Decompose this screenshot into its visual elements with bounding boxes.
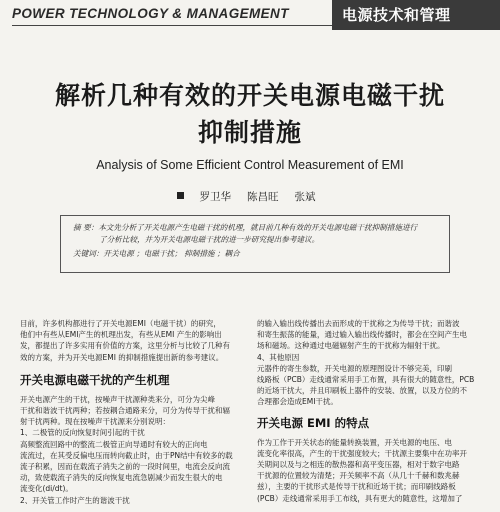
left-column [20, 318, 245, 506]
english-title: Analysis of Some Efficient Control Measurement of EMI [96, 158, 404, 172]
paragraph-line: 效的方案，并为开关电源EMI 的抑制措施提出新的参考建议。 [20, 352, 224, 362]
abstract-line: 摘 要：本文先分析了开关电源产生电磁干扰的机理，就目前几种有效的开关电源电磁干扰抑制措施进行 [73, 223, 418, 232]
paragraph-line: 4、其他原因 [257, 352, 300, 362]
paragraph-line: 流变化(di/dt)。 [20, 484, 73, 494]
section-heading: 开关电源电磁干扰的产生机理 [20, 372, 170, 387]
paragraph-line: 和寄生振荡的能量，通过输入输出线传播时，都会在空间产生电 [257, 330, 467, 340]
paragraph-line: 2、开关管工作时产生的谐波干扰 [20, 495, 130, 505]
paragraph-line: 场和磁场。这种通过电磁辐射产生的干扰称为辐射干扰。 [257, 341, 445, 351]
paragraph-line: 的近场干扰大，并且印刷板上器件的安装、放置，以及方位的不 [257, 386, 467, 396]
paragraph-line: 元器件的寄生参数，开关电源的原理图设计不够完美，印刷 [257, 363, 452, 373]
paragraph-line: 发，都提出了许多实用有价值的方案，这里分析与比较了几种有 [20, 341, 230, 351]
paragraph-line: 干扰源的位置较为清楚；开关频率不高（从几十千赫和数兆赫 [257, 471, 460, 481]
paragraph-line: 高频整流回路中的整流二极管正向导通时有较大的正向电 [20, 439, 208, 449]
paragraph-line: 兹），主要的干扰形式是传导干扰和近场干扰；而印刷线路板 [257, 482, 456, 492]
section-title: 电源技术和管理 [342, 6, 451, 24]
paragraph-line: 他们中有些从EMI产生的机理出发，有些从EMI 产生的影响出 [20, 330, 222, 340]
paragraph-line: 关期间以及与之相连的散热器和高平变压器，相对于数字电路 [257, 460, 460, 470]
paragraph-line: 动，致使载流子消失的反向恢复电流急剧减少而发生很大的电 [20, 473, 223, 483]
paragraph-line: 流子积累，因而在载流子消失之前的一段时间里，电流会反向流 [20, 462, 230, 472]
paragraph-line: 合理都会造成EMI干扰。 [257, 397, 338, 407]
paragraph-line: 目前，许多机构都进行了开关电源EMI（电磁干扰）的研究， [20, 319, 221, 328]
author-name: 张斌 [294, 191, 316, 203]
paragraph-line: 干扰和谐波干扰两种；若按耦合通路来分，可分为传导干扰和辐 [20, 406, 230, 416]
section-heading: 开关电源 EMI 的特点 [257, 415, 370, 430]
abstract-box [60, 215, 450, 273]
paragraph-line: 作为工作于开关状态的能量转换装置，开关电源的电压、电 [257, 437, 452, 447]
author-name: 陈昌旺 [247, 191, 279, 203]
abstract-line: 了分析比较，并为开关电源电磁干扰的进一步研究提出参考建议。 [99, 234, 320, 244]
paragraph-line: 流变化率很高，产生的干扰强度较大；干扰源主要集中在功率开 [257, 448, 467, 458]
article-title-line-2: 抑制措施 [197, 118, 302, 147]
header-rule [12, 25, 332, 26]
paragraph-line: 流流过，在其受反偏电压而转向截止时，由于PN结中有较多的载 [20, 450, 233, 460]
right-column [257, 318, 489, 504]
journal-title: POWER TECHNOLOGY & MANAGEMENT [12, 6, 289, 21]
paragraph-line: 的输入输出线传播出去而形成的干扰称之为传导干扰；而谐波 [257, 319, 460, 328]
square-bullet-icon [177, 192, 184, 199]
paragraph-line: 1、二极管的反向恢复时间引起的干扰 [20, 428, 145, 438]
keywords: 关键词：开关电源 ；电磁干扰； 抑制措施 ；耦合 [73, 249, 240, 258]
section-banner [332, 0, 500, 30]
paragraph-line: (PCB）走线通常采用手工布线，具有更大的随意性，这增加了 [257, 493, 463, 503]
article-title-line-1: 解析几种有效的开关电源电磁干扰 [54, 81, 445, 110]
journal-header [0, 0, 332, 30]
paragraph-line: 线路板（PCB）走线通常采用手工布置，具有很大的随意性，PCB [257, 375, 475, 385]
paragraph-line: 开关电源产生的干扰，按噪声干扰源种类来分，可分为尖峰 [20, 394, 215, 404]
author-line [0, 189, 500, 204]
paragraph-line: 射干扰两种。现在按噪声干扰源来分别说明： [20, 417, 170, 427]
author-name: 罗卫华 [199, 191, 231, 203]
